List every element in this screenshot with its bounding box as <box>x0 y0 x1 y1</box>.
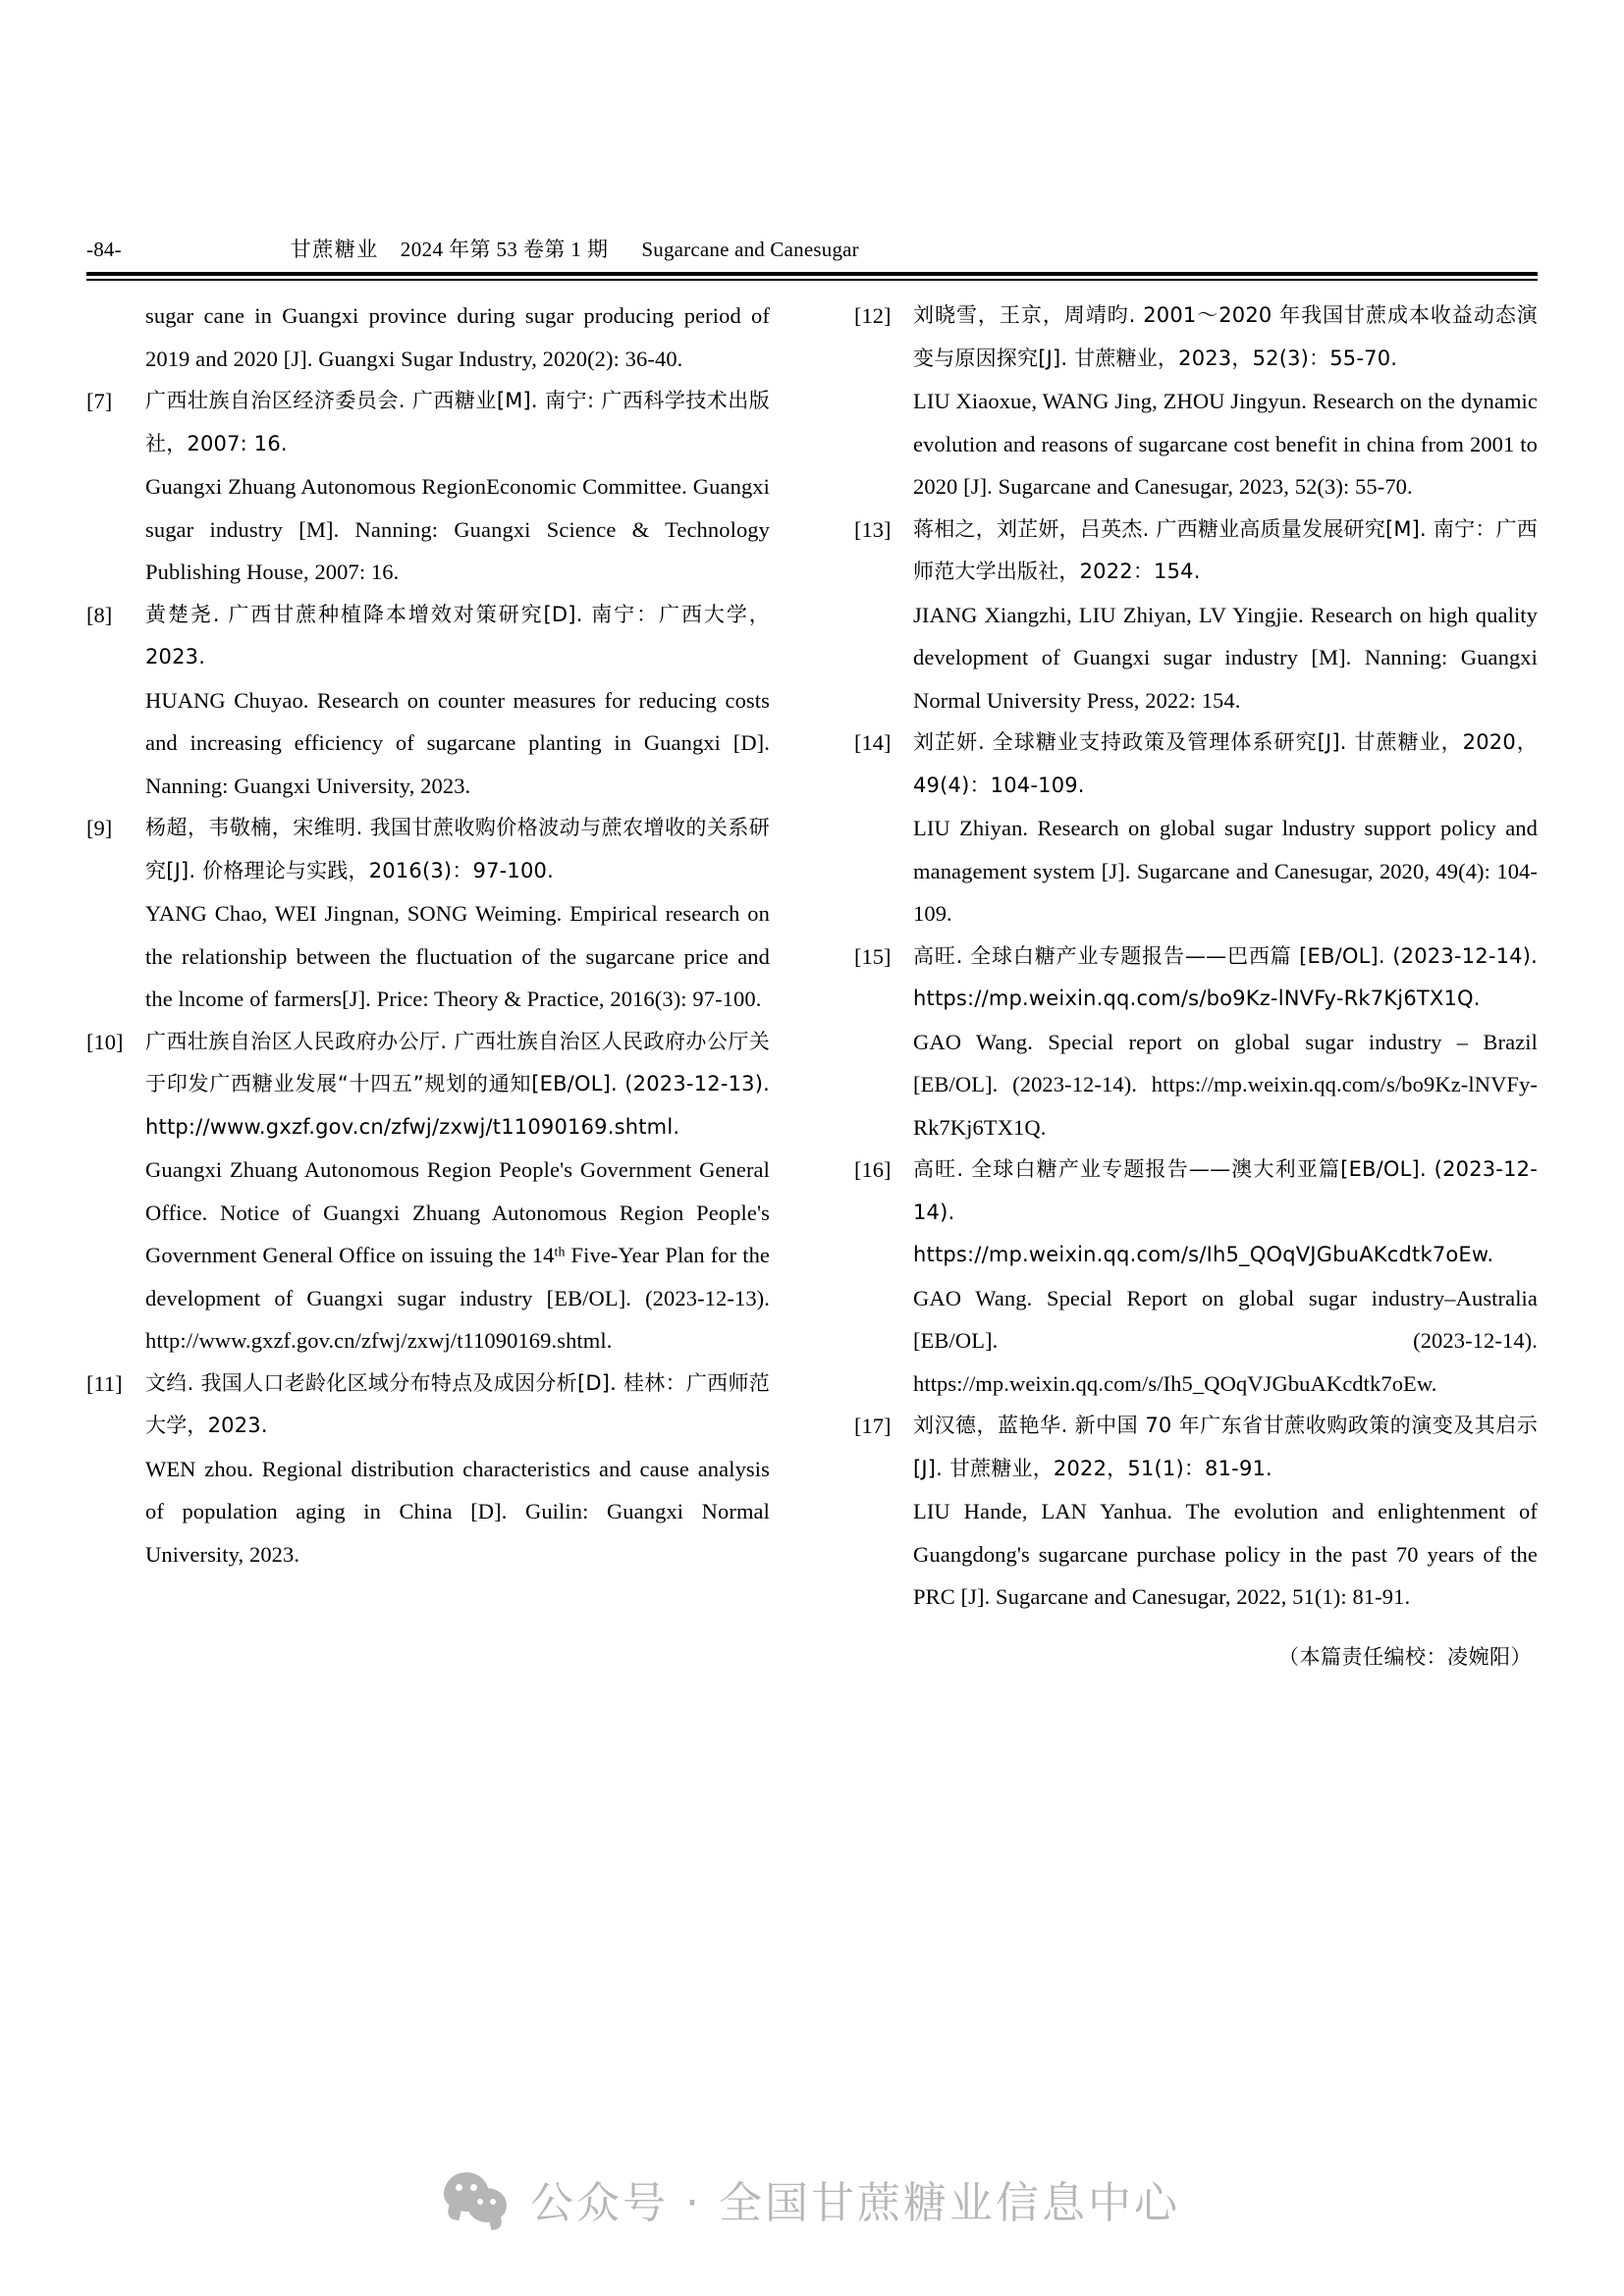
reference-number: [14] <box>854 730 892 755</box>
reference-item <box>854 1148 1538 1405</box>
reference-body <box>145 380 770 594</box>
reference-number: [11] <box>86 1370 123 1396</box>
reference-cn-text: 高旺. 全球白糖产业专题报告——澳大利亚篇[EB/OL]. (2023-12-14). https://mp.weixin.qq.com/s/Ih5_QOqVJGbuAKcdtk7oEw. <box>913 1157 1538 1266</box>
reference-en-part2: Five-Year Plan for the development of Guangxi sugar industry [EB/OL]. (2023-12-13). http://www.gxzf.gov.cn/zfwj/zxwj/t11090169.shtml. <box>145 1243 771 1353</box>
reference-item <box>86 1021 770 1362</box>
reference-number: [12] <box>854 303 892 328</box>
reference-item <box>86 594 770 808</box>
reference-cn-text: 黄楚尧. 广西甘蔗种植降本增效对策研究[D]. 南宁：广西大学，2023. <box>145 602 770 668</box>
reference-number: [8] <box>86 602 113 627</box>
ordinal-suffix: th <box>554 1245 566 1260</box>
reference-body <box>145 1362 770 1576</box>
reference-item <box>86 807 770 1021</box>
reference-en-text: HUANG Chuyao. Research on counter measures for reducing costs and increasing efficiency of sugarcane planting in Guangxi [D]. Nanning: Guangxi University, 2023. <box>145 687 770 798</box>
wechat-icon <box>444 2172 509 2225</box>
journal-volume: 2024 年第 53 卷第 1 期 <box>400 238 609 261</box>
reference-number: [16] <box>854 1157 892 1182</box>
reference-continuation <box>86 294 770 380</box>
reference-cn-text: 蒋相之，刘芷妍，吕英杰. 广西糖业高质量发展研究[M]. 南宁：广西师范大学出版社，2022：154. <box>913 516 1538 583</box>
reference-cn-text: 广西壮族自治区经济委员会. 广西糖业[M]. 南宁: 广西科学技术出版社，2007: 16. <box>145 389 770 455</box>
reference-cn-text: 刘晓雪，王京，周靖昀. 2001～2020 年我国甘蔗成本收益动态演变与原因探究[J]. 甘蔗糖业，2023，52(3)：55-70. <box>913 303 1538 370</box>
reference-cn-text: 刘汉德，蓝艳华. 新中国 70 年广东省甘蔗收购政策的演变及其启示[J]. 甘蔗糖业，2022，51(1)：81-91. <box>913 1414 1538 1480</box>
wechat-bubble-small <box>467 2188 507 2222</box>
reference-number: [17] <box>854 1414 892 1438</box>
reference-number: [7] <box>86 389 113 413</box>
running-head-center <box>291 234 859 263</box>
reference-item <box>854 508 1538 722</box>
reference-body <box>145 807 770 1021</box>
reference-en-text: GAO Wang. Special report on global sugar industry – Brazil [EB/OL]. (2023-12-14). https://mp.weixin.qq.com/s/bo9Kz-lNVFy-Rk7Kj6TX1Q. <box>913 1029 1538 1140</box>
right-column <box>854 294 1538 1679</box>
reference-body <box>145 594 770 808</box>
reference-en-part1: Guangxi Zhuang Autonomous Region People's Government General Office. Notice of Guangxi Zhuang Autonomous Region People's Government General Office on issuing the 14 <box>145 1157 770 1267</box>
running-head <box>86 234 1538 267</box>
reference-en-text: GAO Wang. Special Report on global sugar industry–Australia [EB/OL]. (2023-12-14). https://mp.weixin.qq.com/s/Ih5_QOqVJGbuAKcdtk7oEw. <box>913 1285 1538 1396</box>
wechat-eye-left <box>456 2184 462 2191</box>
reference-continuation-text: sugar cane in Guangxi province during sugar producing period of 2019 and 2020 [J]. Guangxi Sugar Industry, 2020(2): 36-40. <box>145 303 770 371</box>
reference-item <box>854 721 1538 935</box>
header-rule <box>86 272 1538 281</box>
reference-body <box>913 1405 1538 1619</box>
reference-en-text <box>145 1148 770 1362</box>
reference-body <box>913 294 1538 508</box>
page-number: -84- <box>86 238 122 261</box>
reference-body <box>913 508 1538 722</box>
reference-number: [13] <box>854 516 892 542</box>
reference-body <box>913 721 1538 935</box>
reference-en-text: LIU Zhiyan. Research on global sugar lndustry support policy and management system [J]. Sugarcane and Canesugar, 2020, 49(4): 104-109. <box>913 816 1538 926</box>
reference-number: [9] <box>86 816 113 840</box>
header-rule-thin <box>86 279 1538 281</box>
reference-item <box>86 1362 770 1576</box>
reference-en-text: LIU Xiaoxue, WANG Jing, ZHOU Jingyun. Research on the dynamic evolution and reasons of sugarcane cost benefit in china from 2001 to 2020 [J]. Sugarcane and Canesugar, 2023, 52(3): 55-70. <box>913 389 1538 499</box>
reference-item <box>854 1405 1538 1619</box>
wechat-small-eye-right <box>490 2199 496 2205</box>
reference-en-text: WEN zhou. Regional distribution characteristics and cause analysis of population aging in China [D]. Guilin: Guangxi Normal University, 2023. <box>145 1456 770 1567</box>
reference-number: [15] <box>854 943 892 969</box>
reference-columns <box>86 294 1538 1679</box>
journal-title-cn: 甘蔗糖业 <box>290 238 379 261</box>
watermark-text: 公众号 · 全国甘蔗糖业信息中心 <box>530 2178 1180 2228</box>
left-column <box>86 294 770 1679</box>
reference-cn-text: 广西壮族自治区人民政府办公厅. 广西壮族自治区人民政府办公厅关于印发广西糖业发展“十四五”规划的通知[EB/OL]. (2023-12-13). http://www.gxzf.gov.cn/zfwj/zxwj/t11090169.shtml. <box>145 1029 770 1139</box>
wechat-small-eye-left <box>477 2199 483 2205</box>
reference-en-text: Guangxi Zhuang Autonomous RegionEconomic Committee. Guangxi sugar industry [M]. Nanning: Guangxi Science & Technology Publishing House, 2007: 16. <box>145 474 770 584</box>
reference-body <box>913 935 1538 1149</box>
reference-item <box>854 294 1538 508</box>
reference-item <box>86 380 770 594</box>
reference-body <box>145 1021 770 1362</box>
wechat-watermark <box>0 2167 1624 2230</box>
reference-number: [10] <box>86 1029 124 1054</box>
reference-en-text: JIANG Xiangzhi, LIU Zhiyan, LV Yingjie. Research on high quality development of Guangxi sugar industry [M]. Nanning: Guangxi Normal University Press, 2022: 154. <box>913 602 1538 713</box>
journal-title-en: Sugarcane and Canesugar <box>641 238 859 261</box>
reference-continuation-body <box>145 294 770 380</box>
reference-cn-text: 杨超，韦敬楠，宋维明. 我国甘蔗收购价格波动与蔗农增收的关系研究[J]. 价格理论与实践，2016(3)：97-100. <box>145 816 770 882</box>
reference-item <box>854 935 1538 1149</box>
reference-body <box>913 1148 1538 1405</box>
reference-cn-text: 高旺. 全球白糖产业专题报告——巴西篇 [EB/OL]. (2023-12-14). https://mp.weixin.qq.com/s/bo9Kz-lNVFy-Rk7Kj6TX1Q. <box>913 943 1538 1010</box>
reference-cn-text: 文绉. 我国人口老龄化区域分布特点及成因分析[D]. 桂林：广西师范大学，2023. <box>145 1370 770 1437</box>
reference-en-text: YANG Chao, WEI Jingnan, SONG Weiming. Empirical research on the relationship between the fluctuation of the sugarcane price and the lncome of farmers[J]. Price: Theory & Practice, 2016(3): 97-100. <box>145 901 770 1011</box>
reference-cn-text: 刘芷妍. 全球糖业支持政策及管理体系研究[J]. 甘蔗糖业，2020，49(4)：104-109. <box>913 730 1538 797</box>
editor-credit: （本篇责任编校：凌婉阳） <box>1278 1644 1532 1669</box>
reference-en-text: LIU Hande, LAN Yanhua. The evolution and enlightenment of Guangdong's sugarcane purchase policy in the past 70 years of the PRC [J]. Sugarcane and Canesugar, 2022, 51(1): 81-91. <box>913 1499 1538 1609</box>
